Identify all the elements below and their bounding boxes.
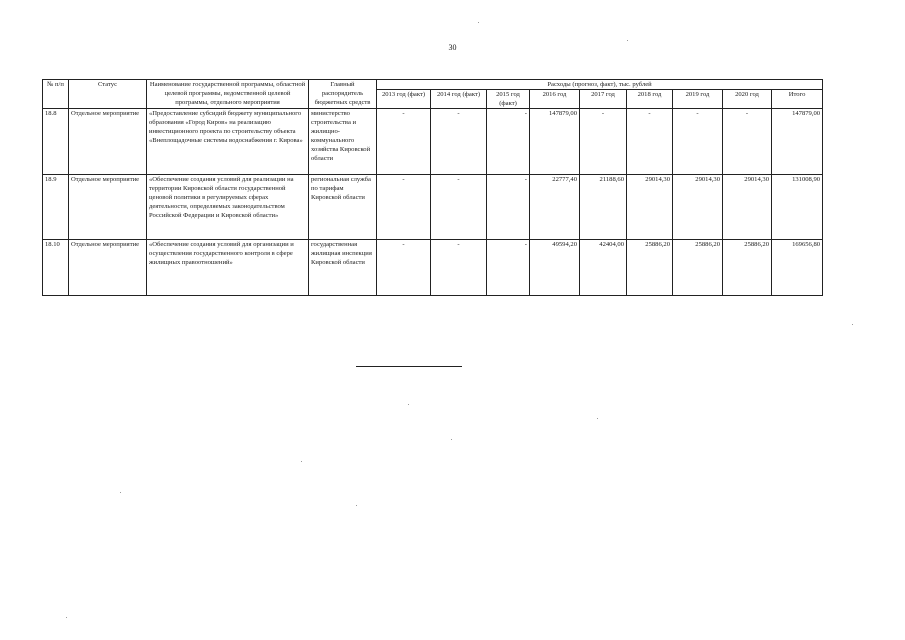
row-num: 18.10 bbox=[43, 240, 69, 296]
value-2014: - bbox=[431, 240, 487, 296]
value-2013: - bbox=[377, 109, 431, 175]
header-row bbox=[43, 80, 823, 90]
row-manager: государственная жилищная инспекция Кировской области bbox=[309, 240, 377, 296]
scan-speck bbox=[301, 461, 302, 462]
row-name: «Обеспечение создания условий для реализации на территории Кировской области государственной ценовой политики в регулируемых сферах деятельности, определяемых законодательством Российской Федерации и Кировской области» bbox=[147, 175, 309, 240]
value-2016: 147879,00 bbox=[530, 109, 580, 175]
header-status: Статус bbox=[69, 80, 147, 109]
value-2017: 21188,60 bbox=[580, 175, 627, 240]
header-year-2017: 2017 год bbox=[580, 90, 627, 109]
header-expenses: Расходы (прогноз, факт), тыс. рублей bbox=[377, 80, 823, 90]
header-year-2018: 2018 год bbox=[627, 90, 673, 109]
scan-speck bbox=[451, 439, 452, 440]
row-name: «Обеспечение создания условий для организации и осуществления государственного контроля в сфере жилищных правоотношений» bbox=[147, 240, 309, 296]
footer-rule bbox=[356, 366, 462, 367]
value-2014: - bbox=[431, 109, 487, 175]
row-status: Отдельное мероприятие bbox=[69, 175, 147, 240]
row-manager: министерство строительства и жилищно-коммунального хозяйства Кировской области bbox=[309, 109, 377, 175]
value-total: 169656,80 bbox=[772, 240, 823, 296]
row-status: Отдельное мероприятие bbox=[69, 109, 147, 175]
value-2016: 22777,40 bbox=[530, 175, 580, 240]
header-year-2015: 2015 год (факт) bbox=[487, 90, 530, 109]
row-name: «Предоставление субсидий бюджету муниципального образования «Город Киров» на реализацию инвестиционного проекта по строительству объекта «Внеплощадочные системы водоснабжения г. Кирова» bbox=[147, 109, 309, 175]
value-2019: 29014,30 bbox=[673, 175, 723, 240]
value-total: 147879,00 bbox=[772, 109, 823, 175]
value-2018: - bbox=[627, 109, 673, 175]
header-name: Наименование государственной программы, областной целевой программы, ведомственной целевой программы, отдельного мероприятия bbox=[147, 80, 309, 109]
value-2018: 25886,20 bbox=[627, 240, 673, 296]
value-2017: - bbox=[580, 109, 627, 175]
value-2020: 25886,20 bbox=[723, 240, 772, 296]
table-row bbox=[43, 240, 823, 296]
scan-speck bbox=[478, 22, 479, 23]
row-num: 18.9 bbox=[43, 175, 69, 240]
header-num: № п/п bbox=[43, 80, 69, 109]
scan-speck bbox=[66, 617, 67, 618]
value-2019: 25886,20 bbox=[673, 240, 723, 296]
scan-speck bbox=[356, 505, 357, 506]
table-row bbox=[43, 175, 823, 240]
row-num: 18.8 bbox=[43, 109, 69, 175]
value-2015: - bbox=[487, 240, 530, 296]
page-number: 30 bbox=[448, 43, 457, 52]
scan-speck bbox=[852, 324, 853, 325]
header-year-2014: 2014 год (факт) bbox=[431, 90, 487, 109]
scan-speck bbox=[120, 492, 121, 493]
value-2013: - bbox=[377, 175, 431, 240]
header-year-2013: 2013 год (факт) bbox=[377, 90, 431, 109]
scan-speck bbox=[627, 40, 628, 41]
value-2014: - bbox=[431, 175, 487, 240]
header-total: Итого bbox=[772, 90, 823, 109]
value-2013: - bbox=[377, 240, 431, 296]
expenditure-table bbox=[42, 79, 823, 296]
header-year-2019: 2019 год bbox=[673, 90, 723, 109]
value-total: 131008,90 bbox=[772, 175, 823, 240]
value-2017: 42404,00 bbox=[580, 240, 627, 296]
header-year-2016: 2016 год bbox=[530, 90, 580, 109]
value-2018: 29014,30 bbox=[627, 175, 673, 240]
row-status: Отдельное мероприятие bbox=[69, 240, 147, 296]
value-2015: - bbox=[487, 175, 530, 240]
value-2020: - bbox=[723, 109, 772, 175]
header-year-2020: 2020 год bbox=[723, 90, 772, 109]
scan-speck bbox=[408, 404, 409, 405]
value-2015: - bbox=[487, 109, 530, 175]
scan-speck bbox=[597, 418, 598, 419]
table-row bbox=[43, 109, 823, 175]
value-2019: - bbox=[673, 109, 723, 175]
value-2016: 49594,20 bbox=[530, 240, 580, 296]
row-manager: региональная служба по тарифам Кировской области bbox=[309, 175, 377, 240]
header-manager: Главный распорядитель бюджетных средств bbox=[309, 80, 377, 109]
value-2020: 29014,30 bbox=[723, 175, 772, 240]
